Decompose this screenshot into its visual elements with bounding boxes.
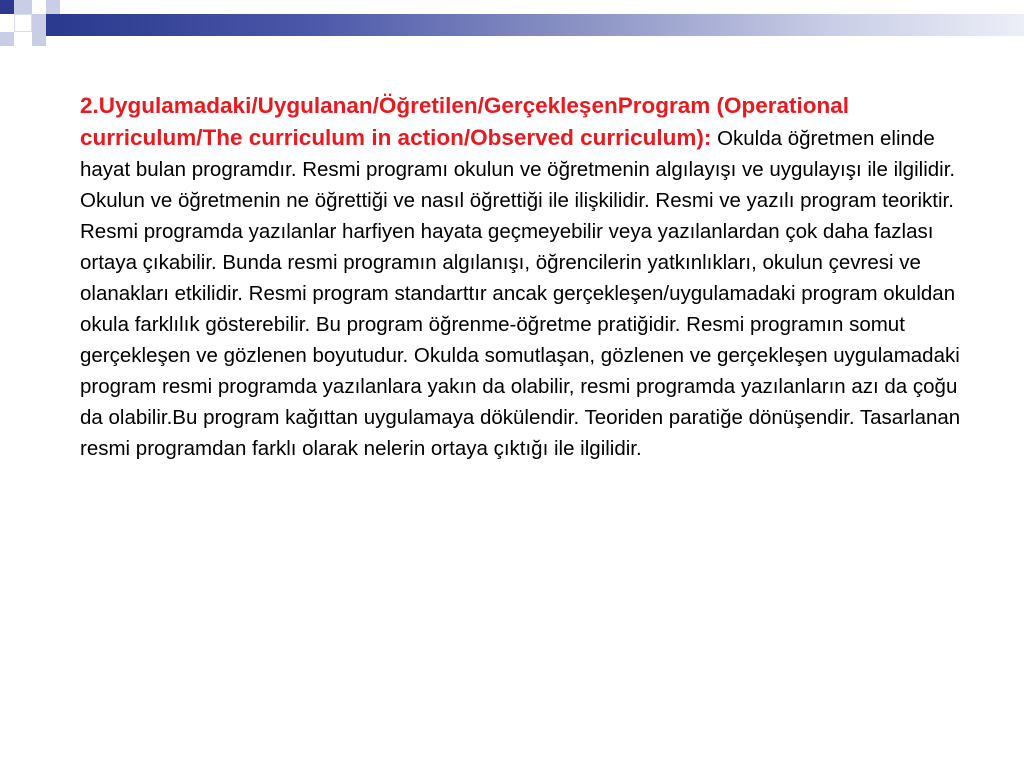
slide-body-text: Okulda öğretmen elinde hayat bulan programdır. Resmi programı okulun ve öğretmenin algılayışı ve uygulayışı ile ilgilidir. Okulun ve öğretmenin ne öğrettiği ve nasıl öğrettiği ile ilişkilidir. Resmi ve yazılı program teoriktir. Resmi programda yazılanlar harfiyen hayata geçmeyebilir veya yazılanlardan çok daha fazlası ortaya çıkabilir. Bunda resmi programın algılanışı, öğrencilerin yatkınlıkları, okulun çevresi ve olanakları etkilidir. Resmi program standarttır ancak gerçekleşen/uygulamadaki program okuldan okula farklılık gösterebilir. Bu program öğrenme-öğretme pratiğidir. Resmi programın somut gerçekleşen ve gözlenen boyutudur. Okulda somutlaşan, gözlenen ve gerçekleşen uygulamadaki program resmi programda yazılanlara yakın da olabilir, resmi programda yazılanların azı da çoğu da olabilir.Bu program kağıttan uygulamaya dökülendir. Teoriden paratiğe dönüşendir. Tasarlanan resmi programdan farklı olarak nelerin ortaya çıktığı ile ilgilidir. (80, 127, 961, 460)
decorative-square (0, 0, 14, 14)
slide-heading: 2.Uygulamadaki/Uygulanan/Öğretilen/GerçekleşenProgram (Operational curriculum/The curriculum in action/Observed curriculum): (80, 93, 849, 150)
decorative-square (46, 0, 60, 14)
decorative-square (14, 0, 32, 14)
decorative-square (32, 14, 46, 32)
decorative-square (0, 32, 14, 46)
decorative-square (14, 14, 32, 32)
decorative-square (46, 14, 60, 36)
slide-content (80, 90, 970, 464)
decorative-gradient-band (60, 14, 1024, 36)
decorative-square (32, 32, 46, 46)
